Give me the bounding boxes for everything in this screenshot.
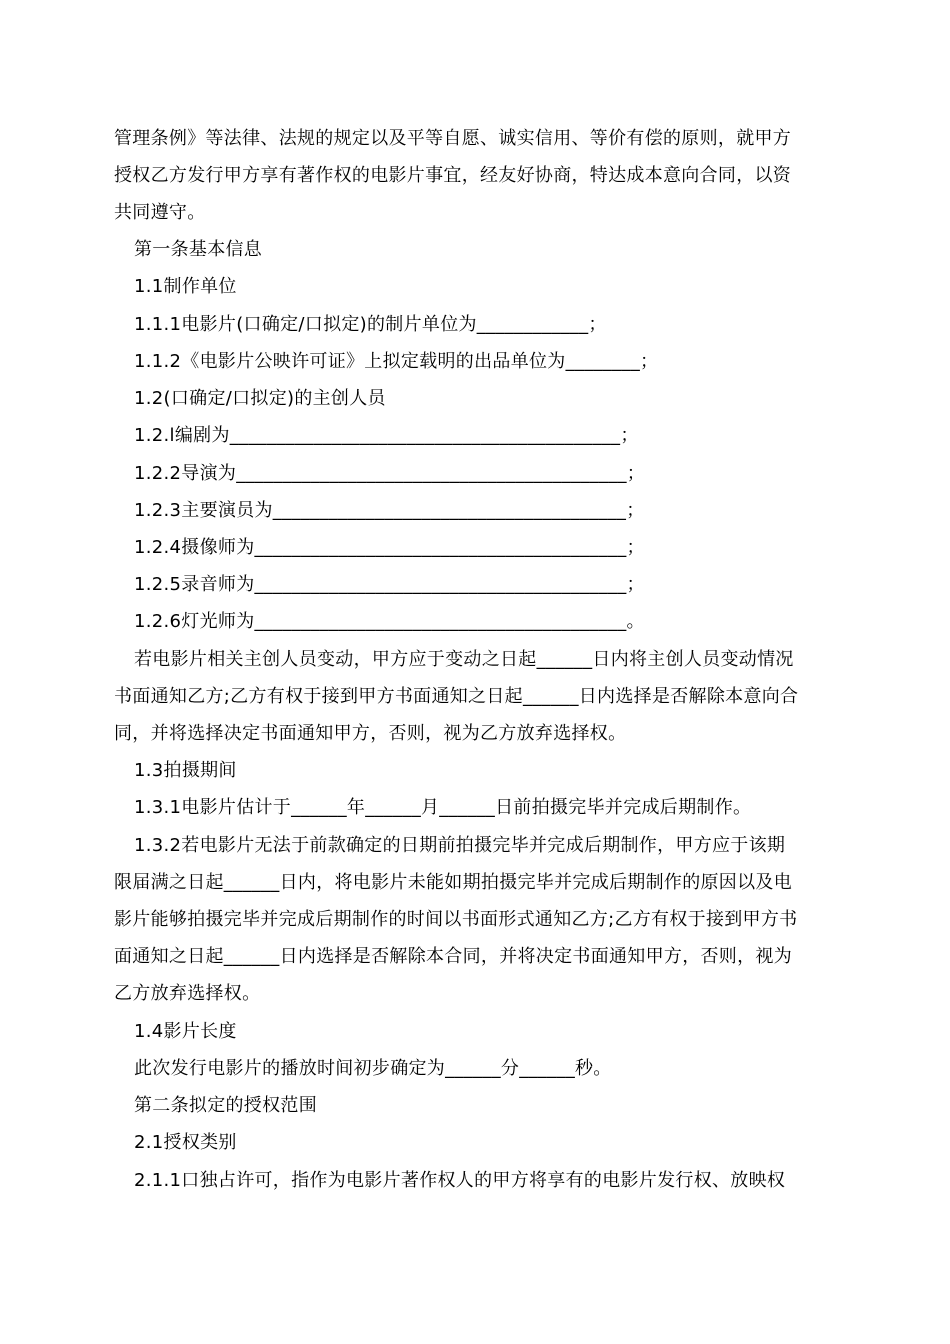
paragraph-line: 若电影片相关主创人员变动，甲方应于变动之日起______日内将主创人员变动情况 bbox=[134, 649, 794, 670]
clause-line: 1.3.1电影片估计于______年______月______日前拍摄完毕并完成后期制作。 bbox=[134, 797, 752, 818]
subsection-heading: 1.3拍摄期间 bbox=[134, 760, 237, 781]
subsection-heading: 1.1制作单位 bbox=[134, 276, 237, 297]
clause-line: 此次发行电影片的播放时间初步确定为______分______秒。 bbox=[134, 1058, 612, 1079]
paragraph-line: 影片能够拍摄完毕并完成后期制作的时间以书面形式通知乙方;乙方有权于接到甲方书 bbox=[114, 909, 798, 930]
clause-line: 1.2.6灯光师为________________________________________。 bbox=[134, 611, 645, 632]
paragraph-line: 共同遵守。 bbox=[114, 202, 206, 223]
subsection-heading: 1.4影片长度 bbox=[134, 1021, 237, 1042]
paragraph-line: 授权乙方发行甲方享有著作权的电影片事宜，经友好协商，特达成本意向合同，以资 bbox=[114, 165, 792, 186]
subsection-heading: 2.1授权类别 bbox=[134, 1132, 237, 1153]
paragraph-line: 限届满之日起______日内，将电影片未能如期拍摄完毕并完成后期制作的原因以及电 bbox=[114, 872, 792, 893]
paragraph-line: 同，并将选择决定书面通知甲方，否则，视为乙方放弃选择权。 bbox=[114, 723, 627, 744]
clause-line: 1.2.l编剧为__________________________________________； bbox=[134, 425, 639, 446]
clause-line: 1.1.2《电影片公映许可证》上拟定载明的出品单位为________； bbox=[134, 351, 659, 372]
clause-line: 1.2.3主要演员为______________________________________； bbox=[134, 500, 645, 521]
clause-line: 1.2.2导演为__________________________________________； bbox=[134, 463, 646, 484]
paragraph-line: 1.3.2若电影片无法于前款确定的日期前拍摄完毕并完成后期制作，甲方应于该期 bbox=[134, 835, 786, 856]
paragraph-line: 2.1.1口独占许可，指作为电影片著作权人的甲方将享有的电影片发行权、放映权 bbox=[134, 1170, 786, 1191]
clause-line: 1.2.5录音师为________________________________________； bbox=[134, 574, 645, 595]
paragraph-line: 管理条例》等法律、法规的规定以及平等自愿、诚实信用、等价有偿的原则，就甲方 bbox=[114, 128, 792, 149]
section-heading: 第一条基本信息 bbox=[134, 239, 263, 260]
paragraph-line: 乙方放弃选择权。 bbox=[114, 983, 261, 1004]
section-heading: 第二条拟定的授权范围 bbox=[134, 1095, 317, 1116]
paragraph-line: 书面通知乙方;乙方有权于接到甲方书面通知之日起______日内选择是否解除本意向合 bbox=[114, 686, 799, 707]
clause-line: 1.1.1电影片(口确定/口拟定)的制片单位为____________； bbox=[134, 314, 607, 335]
clause-line: 1.2.4摄像师为________________________________________； bbox=[134, 537, 645, 558]
subsection-heading: 1.2(口确定/口拟定)的主创人员 bbox=[134, 388, 386, 409]
paragraph-line: 面通知之日起______日内选择是否解除本合同，并将决定书面通知甲方，否则，视为 bbox=[114, 946, 792, 967]
